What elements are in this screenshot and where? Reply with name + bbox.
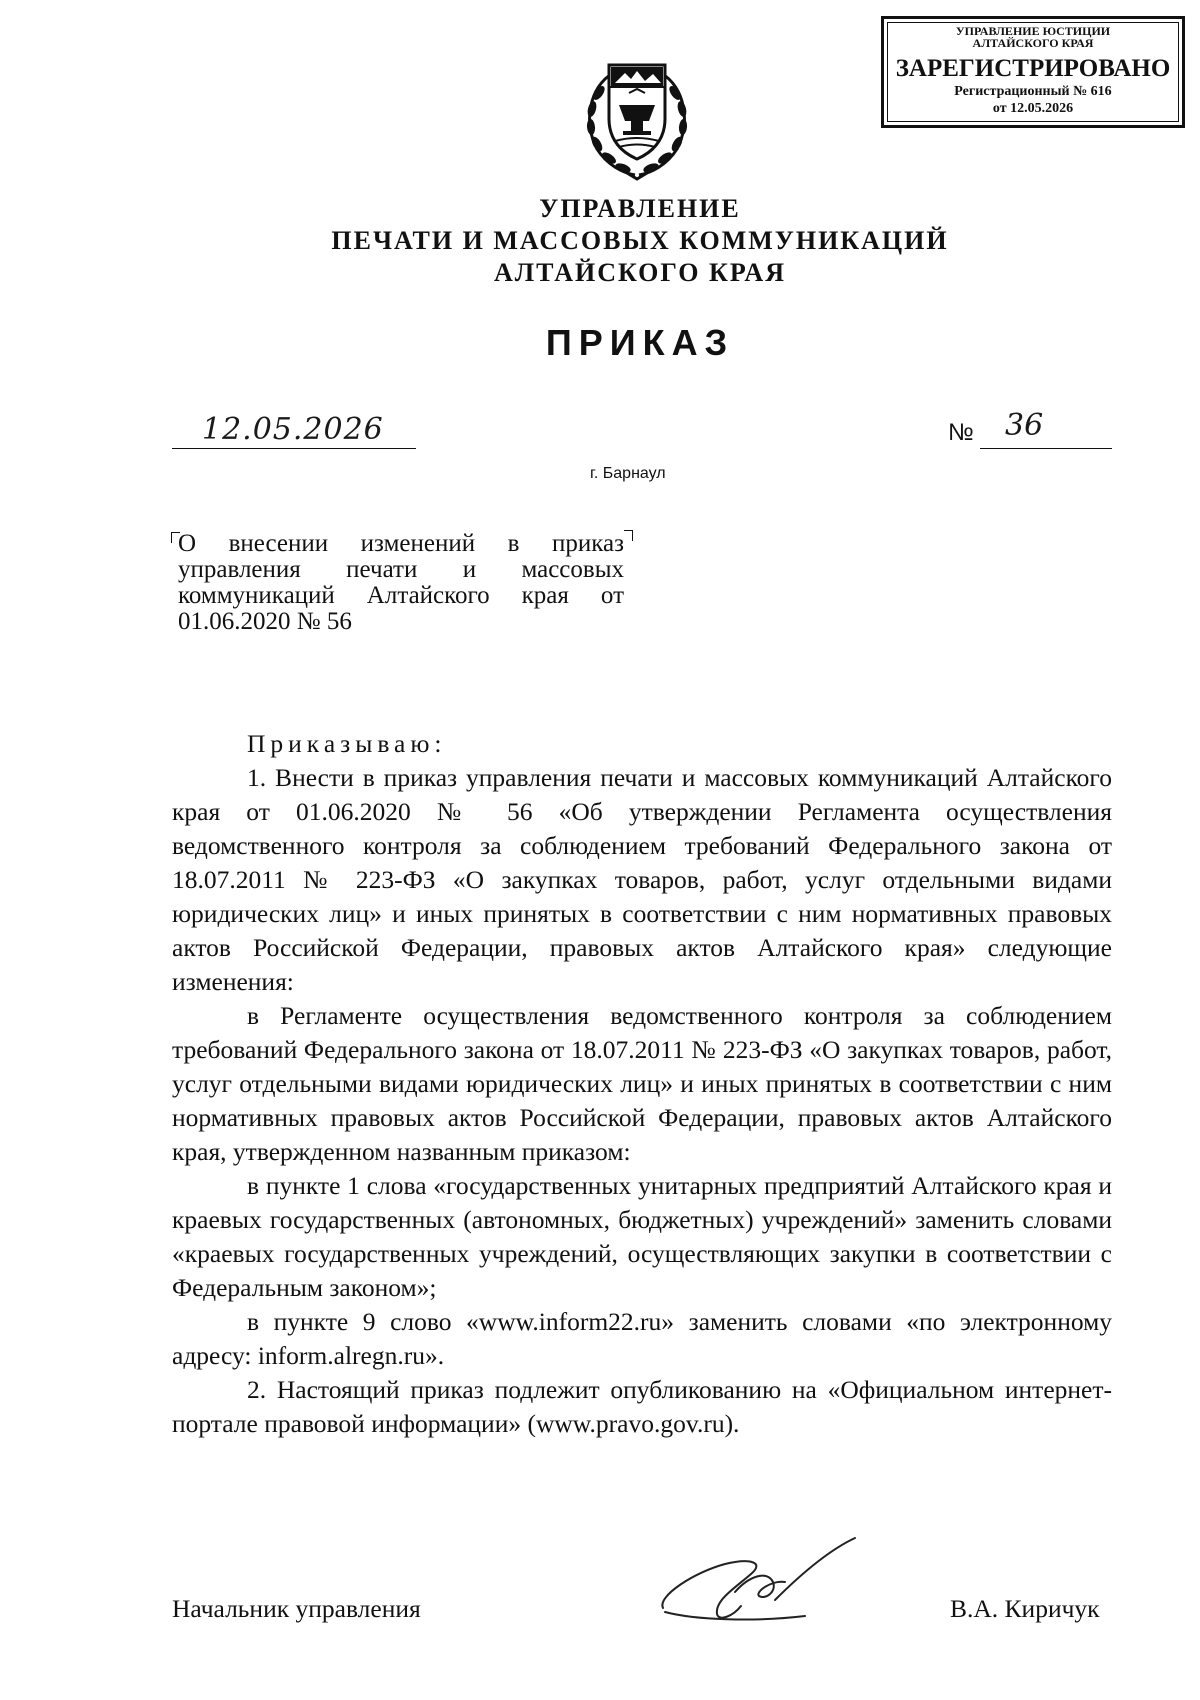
stamp-date: от 12.05.2026 — [992, 101, 1074, 116]
organization-line-1: УПРАВЛЕНИЕ — [539, 194, 741, 223]
document-type: ПРИКАЗ — [545, 322, 735, 363]
order-word: Приказываю: — [247, 729, 447, 758]
paragraph-1: 1. Внести в приказ управления печати и массовых коммуникаций Алтайского края от 01.06.2020 № 56 «Об утверждении Регламента осуществления ведомственного контроля за соблюдением требований Федерального закона от 18.07.2011 № 223-ФЗ «О закупках товаров, работ, услуг отдельными видами юридических лиц» и иных принятых в соответствии с ним нормативных правовых актов Российской Федерации, правовых актов Алтайского края» следующие изменения: — [172, 763, 1112, 996]
subject-bracket-right — [624, 530, 633, 541]
document-subject: О внесении изменений в приказ управления печати и массовых коммуникаций Алтайского края от 01.06.2020 № 56 — [178, 530, 624, 635]
document-body — [172, 727, 1112, 1441]
number-label: № — [948, 419, 974, 446]
document-date: 12.05.2026 — [202, 412, 384, 447]
registration-stamp — [881, 16, 1185, 128]
document-number: 36 — [1005, 408, 1044, 443]
paragraph-2: в Регламенте осуществления ведомственного контроля за соблюдением требований Федерального закона от 18.07.2011 № 223-ФЗ «О закупках товаров, работ, услуг отдельными видами юридических лиц» и иных принятых в соответствии с ним нормативных правовых актов Российской Федерации, правовых актов Алтайского края, утвержденном названным приказом: — [172, 1001, 1112, 1166]
city: г. Барнаул — [590, 465, 666, 482]
paragraph-3: в пункте 1 слова «государственных унитарных предприятий Алтайского края и краевых государственных (автономных, бюджетных) учреждений» заменить словами «краевых государственных учреждений, осуществляющих закупки в соответствии с Федеральным законом»; — [172, 1171, 1112, 1302]
stamp-organization: УПРАВЛЕНИЕ ЮСТИЦИИ АЛТАЙСКОГО КРАЯ — [955, 24, 1111, 50]
date-underline — [172, 448, 416, 449]
stamp-status: ЗАРЕГИСТРИРОВАНО — [895, 55, 1171, 82]
organization-header — [200, 193, 1080, 289]
altai-krai-coat-of-arms-icon — [575, 45, 699, 181]
organization-line-2: ПЕЧАТИ И МАССОВЫХ КОММУНИКАЦИЙ — [331, 226, 949, 255]
organization-line-3: АЛТАЙСКОГО КРАЯ — [494, 258, 786, 287]
stamp-registration-number: Регистрационный № 616 — [954, 84, 1112, 99]
signatory-position: Начальник управления — [172, 1594, 421, 1623]
signatory-name: В.А. Киричук — [950, 1594, 1100, 1623]
handwritten-signature-icon — [655, 1530, 865, 1630]
number-underline — [980, 448, 1112, 449]
paragraph-5: 2. Настоящий приказ подлежит опубликованию на «Официальном интернет-портале правовой информации» (www.pravo.gov.ru). — [172, 1375, 1112, 1438]
paragraph-4: в пункте 9 слово «www.inform22.ru» заменить словами «по электронному адресу: inform.alregn.ru». — [172, 1307, 1112, 1370]
